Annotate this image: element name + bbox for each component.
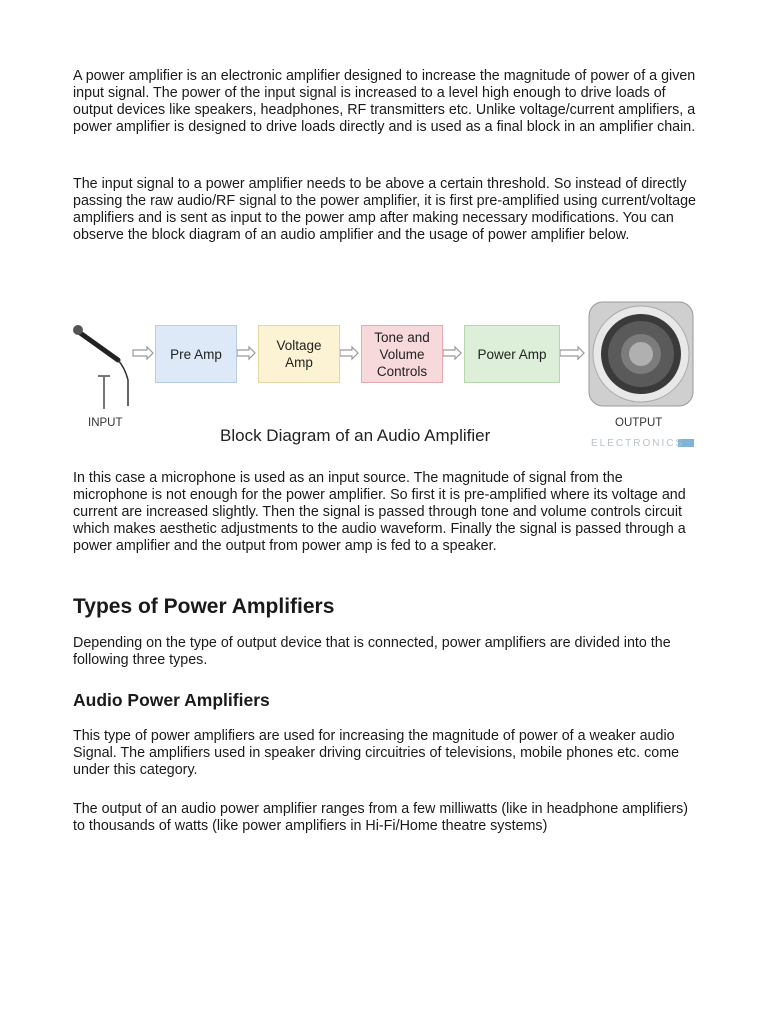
subsection-heading-audio: Audio Power Amplifiers — [73, 690, 270, 710]
tone-volume-label: Tone and Volume Controls — [374, 329, 430, 379]
arrow-icon — [560, 347, 584, 359]
figure-title: Block Diagram of an Audio Amplifier — [220, 426, 491, 445]
output-label: OUTPUT — [615, 417, 663, 429]
pre-amp-label: Pre Amp — [170, 346, 222, 362]
audio-output-paragraph: The output of an audio power amplifier ranges from a few milliwatts (like in headphone amplifiers) to thousands of watts (like power amplifiers in Hi-Fi/Home theatre systems) — [73, 801, 689, 834]
intro-paragraph: A power amplifier is an electronic amplifier designed to increase the magnitude of power of a given input signal. The power of the input signal is increased to a level high enough to drive loads of output devices like speakers, headphones, RF transmitters etc. Unlike voltage/current amplifiers, a power amplifier is designed to drive loads directly and is used as a final block in an amplifier chain. — [73, 68, 696, 135]
pre-amp-block — [155, 325, 237, 383]
section-heading-types: Types of Power Amplifiers — [73, 595, 335, 618]
voltage-amp-block — [258, 325, 340, 383]
arrow-icon — [340, 347, 358, 359]
power-amp-block — [464, 325, 560, 383]
arrow-icon — [443, 347, 461, 359]
microphone-paragraph: In this case a microphone is used as an input source. The magnitude of signal from the microphone is not enough for the power amplifier. So first it is pre-amplified where its voltage and current are increased slightly. Then the signal is passed through tone and volume controls circuit which makes aesthetic adjustments to the audio waveform. Finally the signal is passed through a power amplifier and the output from power amp is fed to a speaker. — [73, 470, 686, 554]
block-diagram-figure — [73, 298, 701, 448]
audio-amp-paragraph: This type of power amplifiers are used for increasing the magnitude of power of a weaker audio Signal. The amplifiers used in speaker driving circuitries of televisions, mobile phones etc. come under this category. — [73, 728, 680, 778]
microphone-icon — [73, 325, 128, 409]
types-intro-paragraph: Depending on the type of output device that is connected, power amplifiers are divided into the following three types. — [73, 635, 671, 668]
input-label: INPUT — [88, 417, 123, 429]
arrow-icon — [133, 347, 153, 359]
speaker-icon — [589, 302, 693, 406]
arrow-icon — [237, 347, 255, 359]
threshold-paragraph: The input signal to a power amplifier needs to be above a certain threshold. So instead of directly passing the raw audio/RF signal to the power amplifier, it is first pre-amplified using current/voltage amplifiers and is sent as input to the power amp after making necessary modifications. You can observe the block diagram of an audio amplifier and the usage of power amplifier below. — [73, 176, 697, 243]
tone-volume-block — [361, 325, 443, 383]
power-amp-label: Power Amp — [477, 346, 547, 362]
voltage-amp-label: Voltage Amp — [276, 338, 322, 370]
watermark: ELECTRONICS — [591, 438, 685, 449]
